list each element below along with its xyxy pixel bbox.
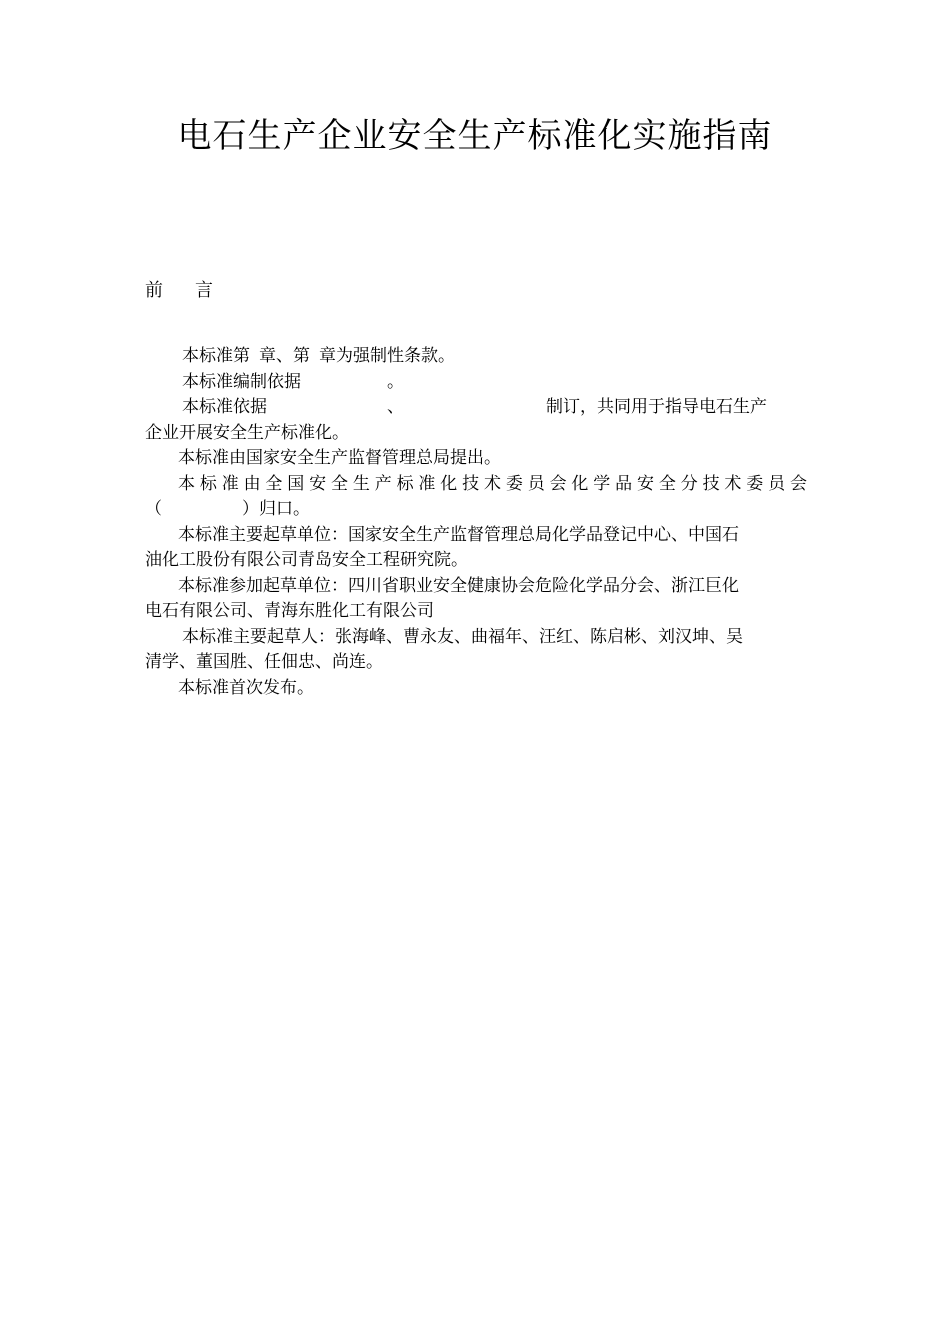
document-title: 电石生产企业安全生产标准化实施指南 xyxy=(177,116,773,156)
paragraph-line: 本标准主要起草单位：国家安全生产监督管理总局化学品登记中心、中国石 xyxy=(178,524,739,545)
paragraph-main-drafting-units xyxy=(145,523,807,574)
paragraph-line xyxy=(145,395,807,421)
foreword-heading xyxy=(145,278,213,304)
paragraph-proposed-by xyxy=(145,446,807,472)
text-fragment: 本标准依据 xyxy=(182,397,267,417)
paragraph-mandatory-clauses xyxy=(145,344,807,370)
paragraph-line: 企业开展安全生产标准化。 xyxy=(145,422,349,443)
text-fragment: 章为强制性条款。 xyxy=(319,346,455,366)
paragraph-basis xyxy=(145,395,807,446)
paragraph-line xyxy=(145,344,807,370)
text-fragment: 本标准第 xyxy=(182,346,250,366)
paragraph-line: 油化工股份有限公司青岛安全工程研究院。 xyxy=(145,550,468,570)
text-fragment: ）归口。 xyxy=(242,499,310,519)
foreword-heading-char-1: 前 xyxy=(145,280,163,301)
paragraph-line: 本标准参加起草单位：四川省职业安全健康协会危险化学品分会、浙江巨化 xyxy=(178,575,739,596)
text-fragment: 本标准编制依据 xyxy=(182,371,301,392)
paragraph-compilation-basis xyxy=(145,370,807,396)
foreword-heading-char-2: 言 xyxy=(195,280,213,301)
paragraph-line: 本标准由全国安全生产标准化技术委员会化学品安全分技术委员会 xyxy=(178,473,807,494)
paragraph-line: 清学、董国胜、任佃忠、尚连。 xyxy=(145,652,383,672)
paragraph-centralized-by xyxy=(145,472,807,523)
paragraph-participating-units xyxy=(145,574,807,625)
paragraph-main-drafters xyxy=(145,625,807,676)
paragraph-line: 本标准由国家安全生产监督管理总局提出。 xyxy=(178,448,501,468)
paragraph-line: 电石有限公司、青海东胜化工有限公司 xyxy=(145,601,434,621)
paragraph-line xyxy=(145,370,807,396)
paragraph-first-release xyxy=(145,676,807,702)
text-fragment: 章、第 xyxy=(259,346,310,366)
text-fragment: （ xyxy=(145,499,162,519)
text-fragment: 、 xyxy=(387,397,404,417)
paragraph-line xyxy=(145,497,807,523)
foreword-body xyxy=(145,344,807,701)
paragraph-line: 本标准首次发布。 xyxy=(178,677,314,698)
paragraph-line: 本标准主要起草人：张海峰、曹永友、曲福年、汪红、陈启彬、刘汉坤、吴 xyxy=(182,626,743,647)
text-fragment: 。 xyxy=(387,371,404,392)
text-fragment: 制订，共同用于指导电石生产 xyxy=(546,397,767,417)
